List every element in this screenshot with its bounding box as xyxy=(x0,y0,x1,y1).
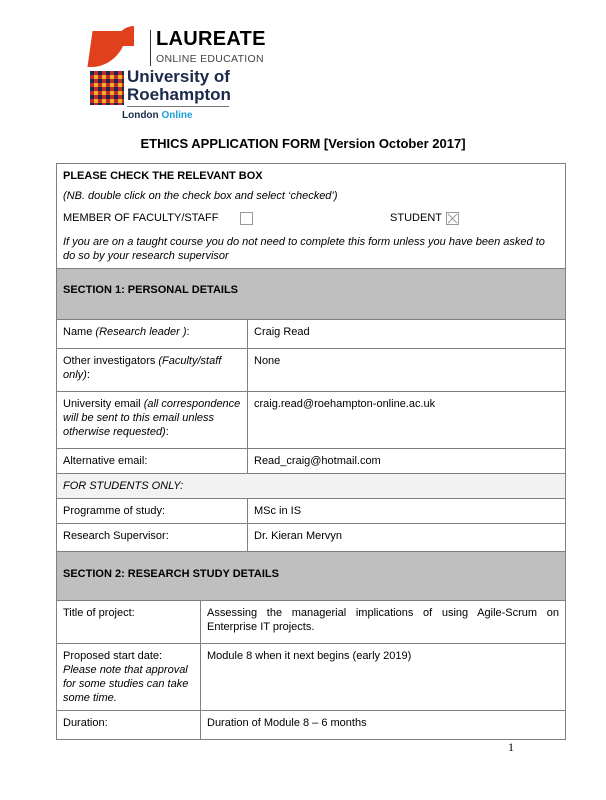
alternative-email-label: Alternative email: xyxy=(57,449,248,474)
university-logo xyxy=(90,26,290,122)
supervisor-value[interactable]: Dr. Kieran Mervyn xyxy=(248,524,566,553)
role-selection-row xyxy=(63,209,559,227)
name-label-text: Name xyxy=(63,326,96,338)
university-email-label xyxy=(57,392,248,449)
faculty-label: MEMBER OF FACULTY/STAFF xyxy=(63,212,219,224)
logo-london-online xyxy=(122,110,193,121)
name-label-italic: (Research leader ) xyxy=(95,326,187,338)
others-label-text: Other investigators xyxy=(63,355,159,367)
project-title-label: Title of project: xyxy=(57,601,201,644)
logo-brand: LAUREATE xyxy=(156,28,266,50)
research-study-table xyxy=(56,551,566,740)
faculty-checkbox[interactable] xyxy=(240,212,253,225)
supervisor-label: Research Supervisor: xyxy=(57,524,248,553)
student-option xyxy=(390,211,459,225)
duration-label: Duration: xyxy=(57,711,201,740)
check-box-note: (NB. double click on the check box and select ‘checked’) xyxy=(63,190,338,202)
logo-brand-sub: ONLINE EDUCATION xyxy=(156,53,264,65)
project-title-value[interactable]: Assessing the managerial implications of using Agile-Scrum on Enterprise IT projects. xyxy=(201,601,566,644)
email-label-italic: (all correspondence will be sent to this email unless otherwise requested) xyxy=(63,398,241,438)
start-date-label-text: Proposed start date: xyxy=(63,650,163,662)
name-label xyxy=(57,320,248,349)
university-email-value[interactable]: craig.read@roehampton-online.ac.uk xyxy=(248,392,566,449)
form-title: ETHICS APPLICATION FORM [Version October 2017] xyxy=(140,136,466,151)
start-date-value[interactable]: Module 8 when it next begins (early 2019) xyxy=(201,644,566,711)
logo-rule xyxy=(127,106,229,107)
others-label-italic: (Faculty/staff only) xyxy=(63,355,222,381)
taught-course-note: If you are on a taught course you do not need to complete this form unless you have been asked to do so by your research supervisor xyxy=(63,236,545,262)
alternative-email-value[interactable]: Read_craig@hotmail.com xyxy=(248,449,566,474)
name-value[interactable]: Craig Read xyxy=(248,320,566,349)
logo-university-line2: Roehampton xyxy=(127,85,231,104)
programme-value[interactable]: MSc in IS xyxy=(248,499,566,524)
logo-london: London xyxy=(122,110,159,121)
email-label-suffix: : xyxy=(165,426,169,438)
personal-details-table xyxy=(56,163,566,553)
logo-online: Online xyxy=(161,110,193,121)
name-label-suffix: : xyxy=(186,326,190,338)
start-date-label xyxy=(57,644,201,711)
section2-heading: SECTION 2: RESEARCH STUDY DETAILS xyxy=(57,552,566,601)
others-label-suffix: : xyxy=(86,369,90,381)
laureate-leaf-small-icon xyxy=(116,26,134,46)
email-label-text: University email xyxy=(63,398,144,410)
logo-university-line1: University of xyxy=(127,67,230,86)
start-date-note: Please note that approval for some studies can take some time. xyxy=(63,664,189,704)
section1-heading: SECTION 1: PERSONAL DETAILS xyxy=(57,269,566,320)
page-number: 1 xyxy=(508,740,514,754)
student-label: STUDENT xyxy=(390,212,442,224)
student-checkbox[interactable] xyxy=(446,212,459,225)
students-only-heading: FOR STUDENTS ONLY: xyxy=(57,474,566,499)
logo-divider xyxy=(150,30,151,66)
check-box-heading: PLEASE CHECK THE RELEVANT BOX xyxy=(63,170,263,182)
roehampton-crest-icon xyxy=(90,71,124,105)
other-investigators-label xyxy=(57,349,248,392)
check-box-cell xyxy=(57,164,566,269)
duration-value[interactable]: Duration of Module 8 – 6 months xyxy=(201,711,566,740)
faculty-option xyxy=(63,211,253,225)
other-investigators-value[interactable]: None xyxy=(248,349,566,392)
logo-university xyxy=(127,68,231,104)
programme-label: Programme of study: xyxy=(57,499,248,524)
